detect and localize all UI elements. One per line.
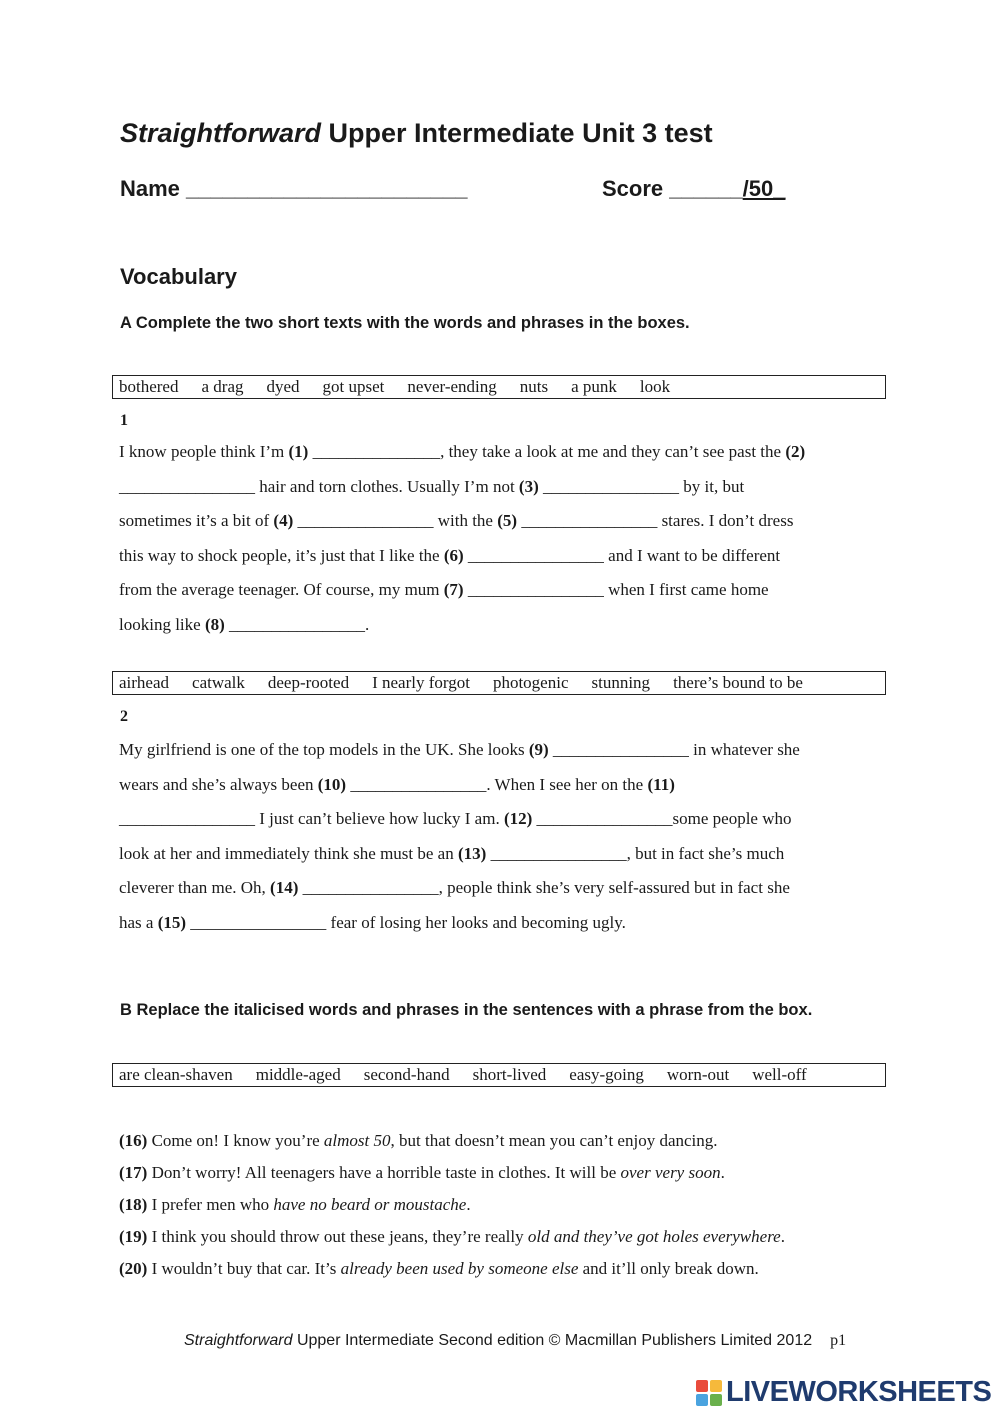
word-box-item: middle-aged [255, 1065, 341, 1084]
word-box-3 [112, 1063, 886, 1087]
score-total: /50_ [742, 176, 786, 201]
page-title [120, 118, 713, 149]
word-box-item: easy-going [569, 1065, 644, 1084]
word-box-item: a punk [571, 377, 617, 396]
text-number-2: 2 [120, 708, 128, 725]
word-box-item: second-hand [363, 1065, 450, 1084]
score-field[interactable] [602, 176, 786, 202]
sentence-item: (20) I wouldn’t buy that car. It’s already been used by someone else and it’ll only break down. [119, 1259, 759, 1278]
score-label: Score ______ [602, 176, 743, 201]
word-box-item: dyed [266, 377, 300, 396]
word-box-item: are clean-shaven [119, 1065, 233, 1084]
text-2 [119, 733, 879, 941]
text-number-1: 1 [120, 412, 128, 429]
section-heading: Vocabulary [120, 264, 237, 289]
word-box-item: nuts [519, 377, 549, 396]
title-rest: Upper Intermediate Unit 3 test [321, 118, 713, 148]
word-box-item: never-ending [407, 377, 497, 396]
word-box-1 [112, 375, 886, 399]
text-line: ________________ hair and torn clothes. Usually I’m not (3) ________________ by it, but [119, 476, 745, 496]
name-field[interactable]: Name _______________________ [120, 176, 468, 201]
instruction-b: B Replace the italicised words and phrases in the sentences with a phrase from the box. [120, 1001, 813, 1019]
text-1 [119, 435, 879, 643]
text-line: looking like (8) ________________. [119, 614, 370, 634]
word-box-2 [112, 671, 886, 695]
word-box-item: photogenic [492, 673, 569, 692]
text-line: has a (15) ________________ fear of losing her looks and becoming ugly. [119, 912, 626, 932]
word-box-item: well-off [752, 1065, 807, 1084]
instruction-a: A Complete the two short texts with the words and phrases in the boxes. [120, 314, 690, 332]
text-line: I know people think I’m (1) _______________, they take a look at me and they can’t see past the (2) [119, 442, 806, 461]
word-box-item: a drag [201, 377, 244, 396]
logo-text: LIVEWORKSHEETS [726, 1376, 992, 1408]
liveworksheets-logo [696, 1376, 991, 1409]
word-box-item: got upset [322, 377, 385, 396]
word-box-item: short-lived [472, 1065, 547, 1084]
text-line: ________________ I just can’t believe how lucky I am. (12) ________________some people who [119, 809, 792, 829]
logo-mark-icon [696, 1380, 722, 1406]
word-box-item: deep-rooted [267, 673, 350, 692]
text-line: cleverer than me. Oh, (14) ________________, people think she’s very self-assured but in fact she [119, 878, 790, 898]
word-box-item: bothered [119, 377, 179, 396]
text-line: My girlfriend is one of the top models in the UK. She looks (9) ________________ in whatever she [119, 740, 800, 759]
word-box-item: there’s bound to be [673, 673, 803, 692]
footer-copyright: Straightforward Upper Intermediate Second edition © Macmillan Publishers Limited 2012 p1 [184, 1332, 847, 1349]
word-box-item: look [639, 377, 671, 396]
sentence-item: (17) Don’t worry! All teenagers have a horrible taste in clothes. It will be over very soon. [119, 1163, 725, 1182]
word-box-item: airhead [119, 673, 170, 692]
title-italic: Straightforward [120, 118, 322, 148]
text-line: look at her and immediately think she must be an (13) ________________, but in fact she’s much [119, 843, 785, 863]
sentence-list [119, 1125, 879, 1285]
word-box-item: stunning [591, 673, 651, 692]
word-box-item: I nearly forgot [372, 673, 470, 692]
text-line: from the average teenager. Of course, my mum (7) ________________ when I first came home [119, 580, 769, 600]
text-line: this way to shock people, it’s just that I like the (6) ________________ and I want to be different [119, 545, 781, 565]
page-number: p1 [830, 1332, 847, 1349]
sentence-item: (18) I prefer men who have no beard or moustache. [119, 1195, 471, 1214]
text-line: wears and she’s always been (10) ________________. When I see her on the (11) [119, 774, 675, 794]
word-box-item: catwalk [192, 673, 245, 692]
word-box-item: worn-out [666, 1065, 730, 1084]
sentence-item: (16) Come on! I know you’re almost 50, but that doesn’t mean you can’t enjoy dancing. [119, 1131, 718, 1150]
sentence-item: (19) I think you should throw out these jeans, they’re really old and they’ve got holes everywhere. [119, 1227, 785, 1246]
text-line: sometimes it’s a bit of (4) ________________ with the (5) ________________ stares. I don’t dress [119, 511, 794, 531]
